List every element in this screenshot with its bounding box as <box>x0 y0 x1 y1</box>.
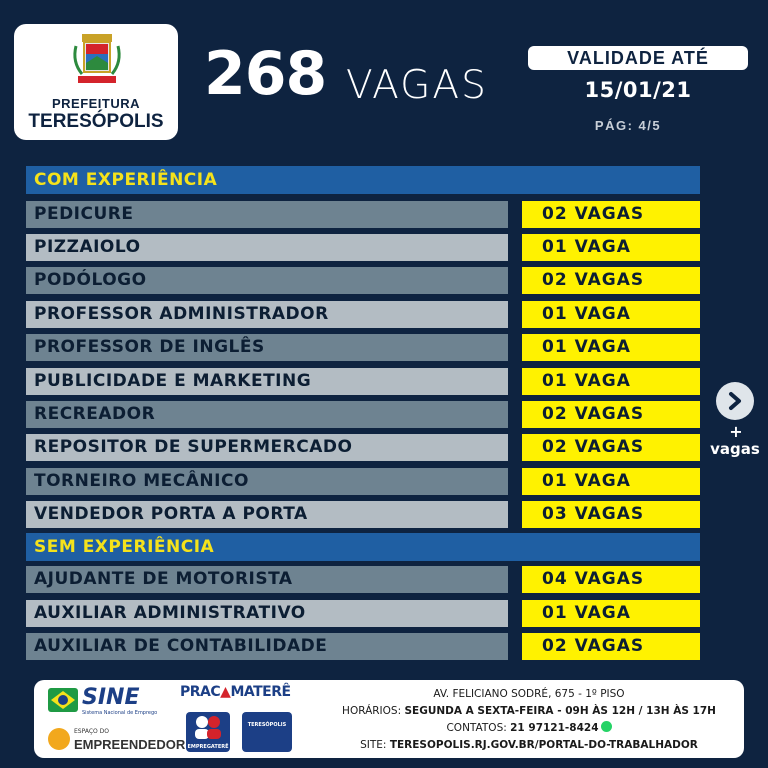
job-title: AUXILIAR DE CONTABILIDADE <box>26 633 508 660</box>
empregatere-logo <box>186 712 230 752</box>
site-link[interactable]: TERESOPOLIS.RJ.GOV.BR/PORTAL-DO-TRABALHADOR <box>389 739 698 751</box>
job-row <box>26 401 700 428</box>
vacancy-count-badge: 02 VAGAS <box>522 267 700 294</box>
job-title: PROFESSOR DE INGLÊS <box>26 334 508 361</box>
section-header-with-experience: COM EXPERIÊNCIA <box>26 166 700 194</box>
job-title: PIZZAIOLO <box>26 234 508 261</box>
valid-until-badge: VALIDADE ATÉ <box>528 46 748 70</box>
pracamatere-logo <box>180 684 291 700</box>
page-indicator: PÁG: 4/5 <box>594 118 662 133</box>
vacancy-count-badge: 01 VAGA <box>522 334 700 361</box>
vacancies-count: 268 <box>204 39 327 109</box>
prefeitura-mini-logo <box>242 712 292 752</box>
section-header-without-experience: SEM EXPERIÊNCIA <box>26 533 700 561</box>
vacancy-count-badge: 01 VAGA <box>522 468 700 495</box>
job-title: RECREADOR <box>26 401 508 428</box>
whatsapp-icon <box>601 721 612 732</box>
vacancy-count-badge: 02 VAGAS <box>522 633 700 660</box>
job-title: PEDICURE <box>26 201 508 228</box>
job-row <box>26 566 700 593</box>
vacancy-count-badge: 04 VAGAS <box>522 566 700 593</box>
job-title: PUBLICIDADE E MARKETING <box>26 368 508 395</box>
praca-part1: PRAC <box>180 684 221 700</box>
hours-value: SEGUNDA A SEXTA-FEIRA - 09H ÀS 12H / 13H ÀS 17H <box>404 705 716 717</box>
contacts-line <box>324 720 734 737</box>
job-row <box>26 267 700 294</box>
sine-logo <box>48 686 158 720</box>
vacancy-count-badge: 01 VAGA <box>522 600 700 627</box>
chevron-right-icon <box>726 391 744 411</box>
job-title: PROFESSOR ADMINISTRADOR <box>26 301 508 328</box>
address-text: AV. FELICIANO SODRÉ, 675 - 1º PISO <box>433 688 625 700</box>
job-row <box>26 234 700 261</box>
vacancy-count-badge: 02 VAGAS <box>522 201 700 228</box>
footer <box>34 680 744 758</box>
vacancy-count-badge: 03 VAGAS <box>522 501 700 528</box>
vacancy-count-badge: 02 VAGAS <box>522 401 700 428</box>
empregatere-caption: EMPREGATERÊ <box>187 744 229 750</box>
vacancies-word: VAGAS <box>346 63 488 108</box>
job-row <box>26 301 700 328</box>
logo-city-text: TERESÓPOLIS <box>28 111 164 132</box>
sine-name: SINE <box>82 685 140 710</box>
job-title: VENDEDOR PORTA A PORTA <box>26 501 508 528</box>
empreendedor-small-text: ESPAÇO DO <box>74 728 109 735</box>
next-page-button[interactable] <box>716 382 754 420</box>
job-row <box>26 468 700 495</box>
contact-info <box>324 686 734 754</box>
praca-part2: MATERÊ <box>230 684 291 700</box>
prefeitura-mini-caption: TERESÓPOLIS <box>247 722 287 728</box>
valid-until-date: 15/01/21 <box>584 78 692 102</box>
job-row <box>26 201 700 228</box>
lightbulb-icon <box>48 728 70 750</box>
vacancy-count-badge: 01 VAGA <box>522 368 700 395</box>
more-plus-sign: + <box>729 422 743 441</box>
people-icon <box>186 712 230 742</box>
site-label: SITE: <box>360 739 387 751</box>
job-title: TORNEIRO MECÂNICO <box>26 468 508 495</box>
logo-card <box>14 24 178 140</box>
job-row <box>26 501 700 528</box>
arrow-up-icon: ▲ <box>220 684 231 700</box>
vacancy-count-badge: 01 VAGA <box>522 234 700 261</box>
hours-line <box>324 703 734 720</box>
vacancy-count-badge: 01 VAGA <box>522 301 700 328</box>
vacancy-count-badge: 02 VAGAS <box>522 434 700 461</box>
site-line <box>324 737 734 754</box>
empreendedor-logo <box>48 726 186 754</box>
contacts-value[interactable]: 21 97121-8424 <box>510 722 599 734</box>
job-row <box>26 600 700 627</box>
job-row <box>26 633 700 660</box>
logo-prefeitura-text: PREFEITURA <box>51 96 141 111</box>
job-row <box>26 334 700 361</box>
job-title: AUXILIAR ADMINISTRATIVO <box>26 600 508 627</box>
hours-label: HORÁRIOS: <box>342 705 402 717</box>
job-title: REPOSITOR DE SUPERMERCADO <box>26 434 508 461</box>
brazil-flag-icon <box>48 688 78 712</box>
sine-subtitle: Sistema Nacional de Emprego <box>82 710 158 716</box>
empreendedor-big-text: EMPREENDEDOR <box>74 737 186 752</box>
contacts-label: CONTATOS: <box>446 722 507 734</box>
job-row <box>26 434 700 461</box>
job-title: PODÓLOGO <box>26 267 508 294</box>
coat-of-arms-icon <box>70 32 124 92</box>
more-vacancies-label: vagas <box>710 440 760 458</box>
job-row <box>26 368 700 395</box>
job-title: AJUDANTE DE MOTORISTA <box>26 566 508 593</box>
